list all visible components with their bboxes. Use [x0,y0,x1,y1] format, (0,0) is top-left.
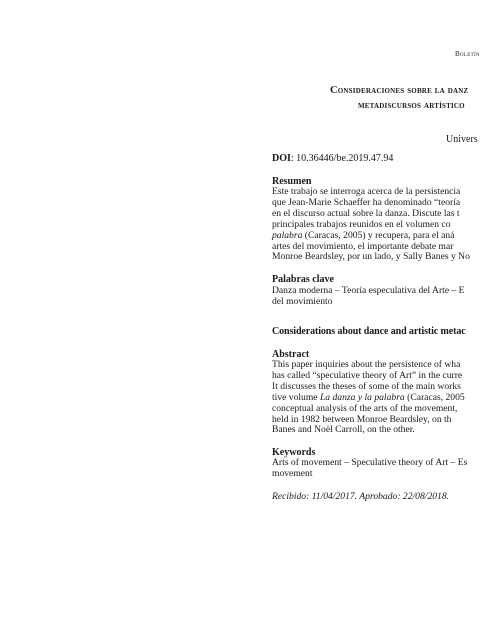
abstract-line: Banes and Noël Carroll, on the other. [272,424,415,436]
received-approved-dates: Recibido: 11/04/2017. Aprobado: 22/08/2018. [272,491,450,502]
resumen-line: principales trabajos reunidos en el volumen co [272,218,451,230]
doi-value[interactable]: : 10.36446/be.2019.47.94 [290,153,394,164]
abstract-line: held in 1982 between Monroe Beardsley, on th [272,413,452,425]
english-title: Considerations about dance and artistic metac [272,326,466,337]
resumen-italic-title: palabra [272,229,303,241]
resumen-line: Este trabajo se interroga acerca de la persistencia [272,186,461,197]
resumen-body [272,187,480,263]
keywords-body [272,458,480,480]
abstract-line-pre: tive volume [272,391,320,403]
abstract-body [272,360,480,436]
abstract-line: conceptual analysis of the arts of the movement, [272,402,458,414]
abstract-line: It discusses the theses of some of the main works [272,380,461,392]
resumen-heading: Resumen [272,176,312,187]
resumen-line: Monroe Beardsley, por un lado, y Sally Banes y No [272,251,470,263]
abstract-line: has called “speculative theory of Art” in the curre [272,369,463,381]
abstract-heading: Abstract [272,349,310,360]
keywords-line: movement [272,467,313,479]
article-title-line-2: metadiscursos artístico [358,100,465,111]
keywords-line: Arts of movement – Speculative theory of Art – Es [272,457,468,468]
resumen-line: en el discurso actual sobre la danza. Discute las t [272,207,460,219]
article-title-line-1: Consideraciones sobre la danz [330,85,469,96]
running-head: Boletín [455,50,480,58]
resumen-line [272,231,480,242]
abstract-italic-title: La danza y la palabra [319,391,405,403]
resumen-line: artes del movimiento, el importante debate mar [272,240,454,252]
palabras-clave-heading: Palabras clave [272,274,334,285]
palabras-clave-line: del movimiento [272,295,333,307]
abstract-line-rest: (Caracas, 2005 [404,391,465,403]
author-affiliation: Univers [446,134,478,145]
palabras-clave-body [272,286,480,308]
resumen-line-rest: (Caracas, 2005) y recupera, para el aná [302,229,455,241]
keywords-heading: Keywords [272,447,316,458]
abstract-line: This paper inquiries about the persistence of wha [272,359,461,370]
abstract-line [272,393,480,404]
palabras-clave-line: Danza moderna – Teoría especulativa del Arte – E [272,285,465,296]
doi-line [272,153,393,164]
doi-label: DOI [272,153,291,164]
resumen-line: que Jean-Marie Schaeffer ha denominado “teoría [272,196,461,208]
